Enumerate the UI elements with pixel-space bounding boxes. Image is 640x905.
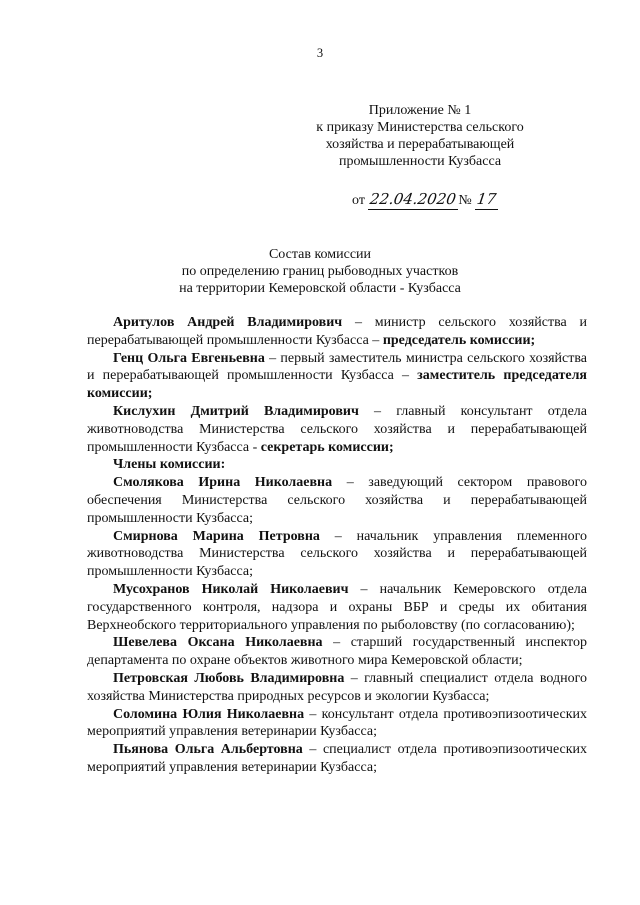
member-entry: Мусохранов Николай Николаевич – начальник Кемеровского отдела государственного контроля, надзора и охраны ВБР и среды их обитания Верхнеобского территориального управления по рыболовству (по согласованию); <box>87 581 587 633</box>
handwritten-date: 22.04.2020 <box>369 190 458 208</box>
heading-title: Состав комиссии <box>268 247 372 262</box>
deputy-chairman-entry: Генц Ольга Евгеньевна – первый заместитель министра сельского хозяйства и перерабатывающей промышленности Кузбасса – заместитель председателя комиссии; <box>87 350 588 402</box>
member-entry: Пьянова Ольга Альбертовна – специалист отдела противоэпизоотических мероприятий управления ветеринарии Кузбасса; <box>87 742 588 775</box>
number-label: № <box>458 193 472 208</box>
appendix-line: промышленности Кузбасса <box>338 154 502 169</box>
secretary-entry: Кислухин Дмитрий Владимирович – главный консультант отдела животноводства Министерства сельского хозяйства и перерабатывающей промышленности Кузбасса - секретарь комиссии; <box>87 403 588 455</box>
document-heading <box>0 246 640 297</box>
order-date-number <box>352 190 498 210</box>
commission-list <box>87 314 587 777</box>
members-header: Члены комиссии: <box>113 457 226 473</box>
handwritten-number: 17 <box>475 190 498 208</box>
date-prefix: от <box>352 193 365 208</box>
member-entry: Смирнова Марина Петровна – начальник управления племенного животноводства Министерства сельского хозяйства и перерабатывающей промышленности Кузбасса; <box>87 528 587 580</box>
member-entry: Шевелева Оксана Николаевна – старший государственный инспектор департамента по охране объектов животного мира Кемеровской области; <box>87 635 587 669</box>
heading-line: по определению границ рыбоводных участков <box>181 264 459 279</box>
chairman-entry: Аритулов Андрей Владимирович – министр сельского хозяйства и перерабатывающей промышленности Кузбасса – председатель комиссии; <box>87 315 587 348</box>
page-number: 3 <box>316 46 324 60</box>
member-entry: Петровская Любовь Владимировна – главный специалист отдела водного хозяйства Министерства природных ресурсов и экологии Кузбасса; <box>87 670 588 704</box>
member-entry: Соломина Юлия Николаевна – консультант отдела противоэпизоотических мероприятий управления ветеринарии Кузбасса; <box>87 706 588 740</box>
appendix-block <box>300 102 540 170</box>
member-entry: Смолякова Ирина Николаевна – заведующий сектором правового обеспечения Министерства сельского хозяйства и перерабатывающей промышленности Кузбасса; <box>87 475 587 526</box>
heading-line: на территории Кемеровской области - Кузбасса <box>179 281 461 296</box>
appendix-line: хозяйства и перерабатывающей <box>325 137 515 152</box>
appendix-line: к приказу Министерства сельского <box>316 120 524 135</box>
appendix-title: Приложение № 1 <box>368 103 472 118</box>
